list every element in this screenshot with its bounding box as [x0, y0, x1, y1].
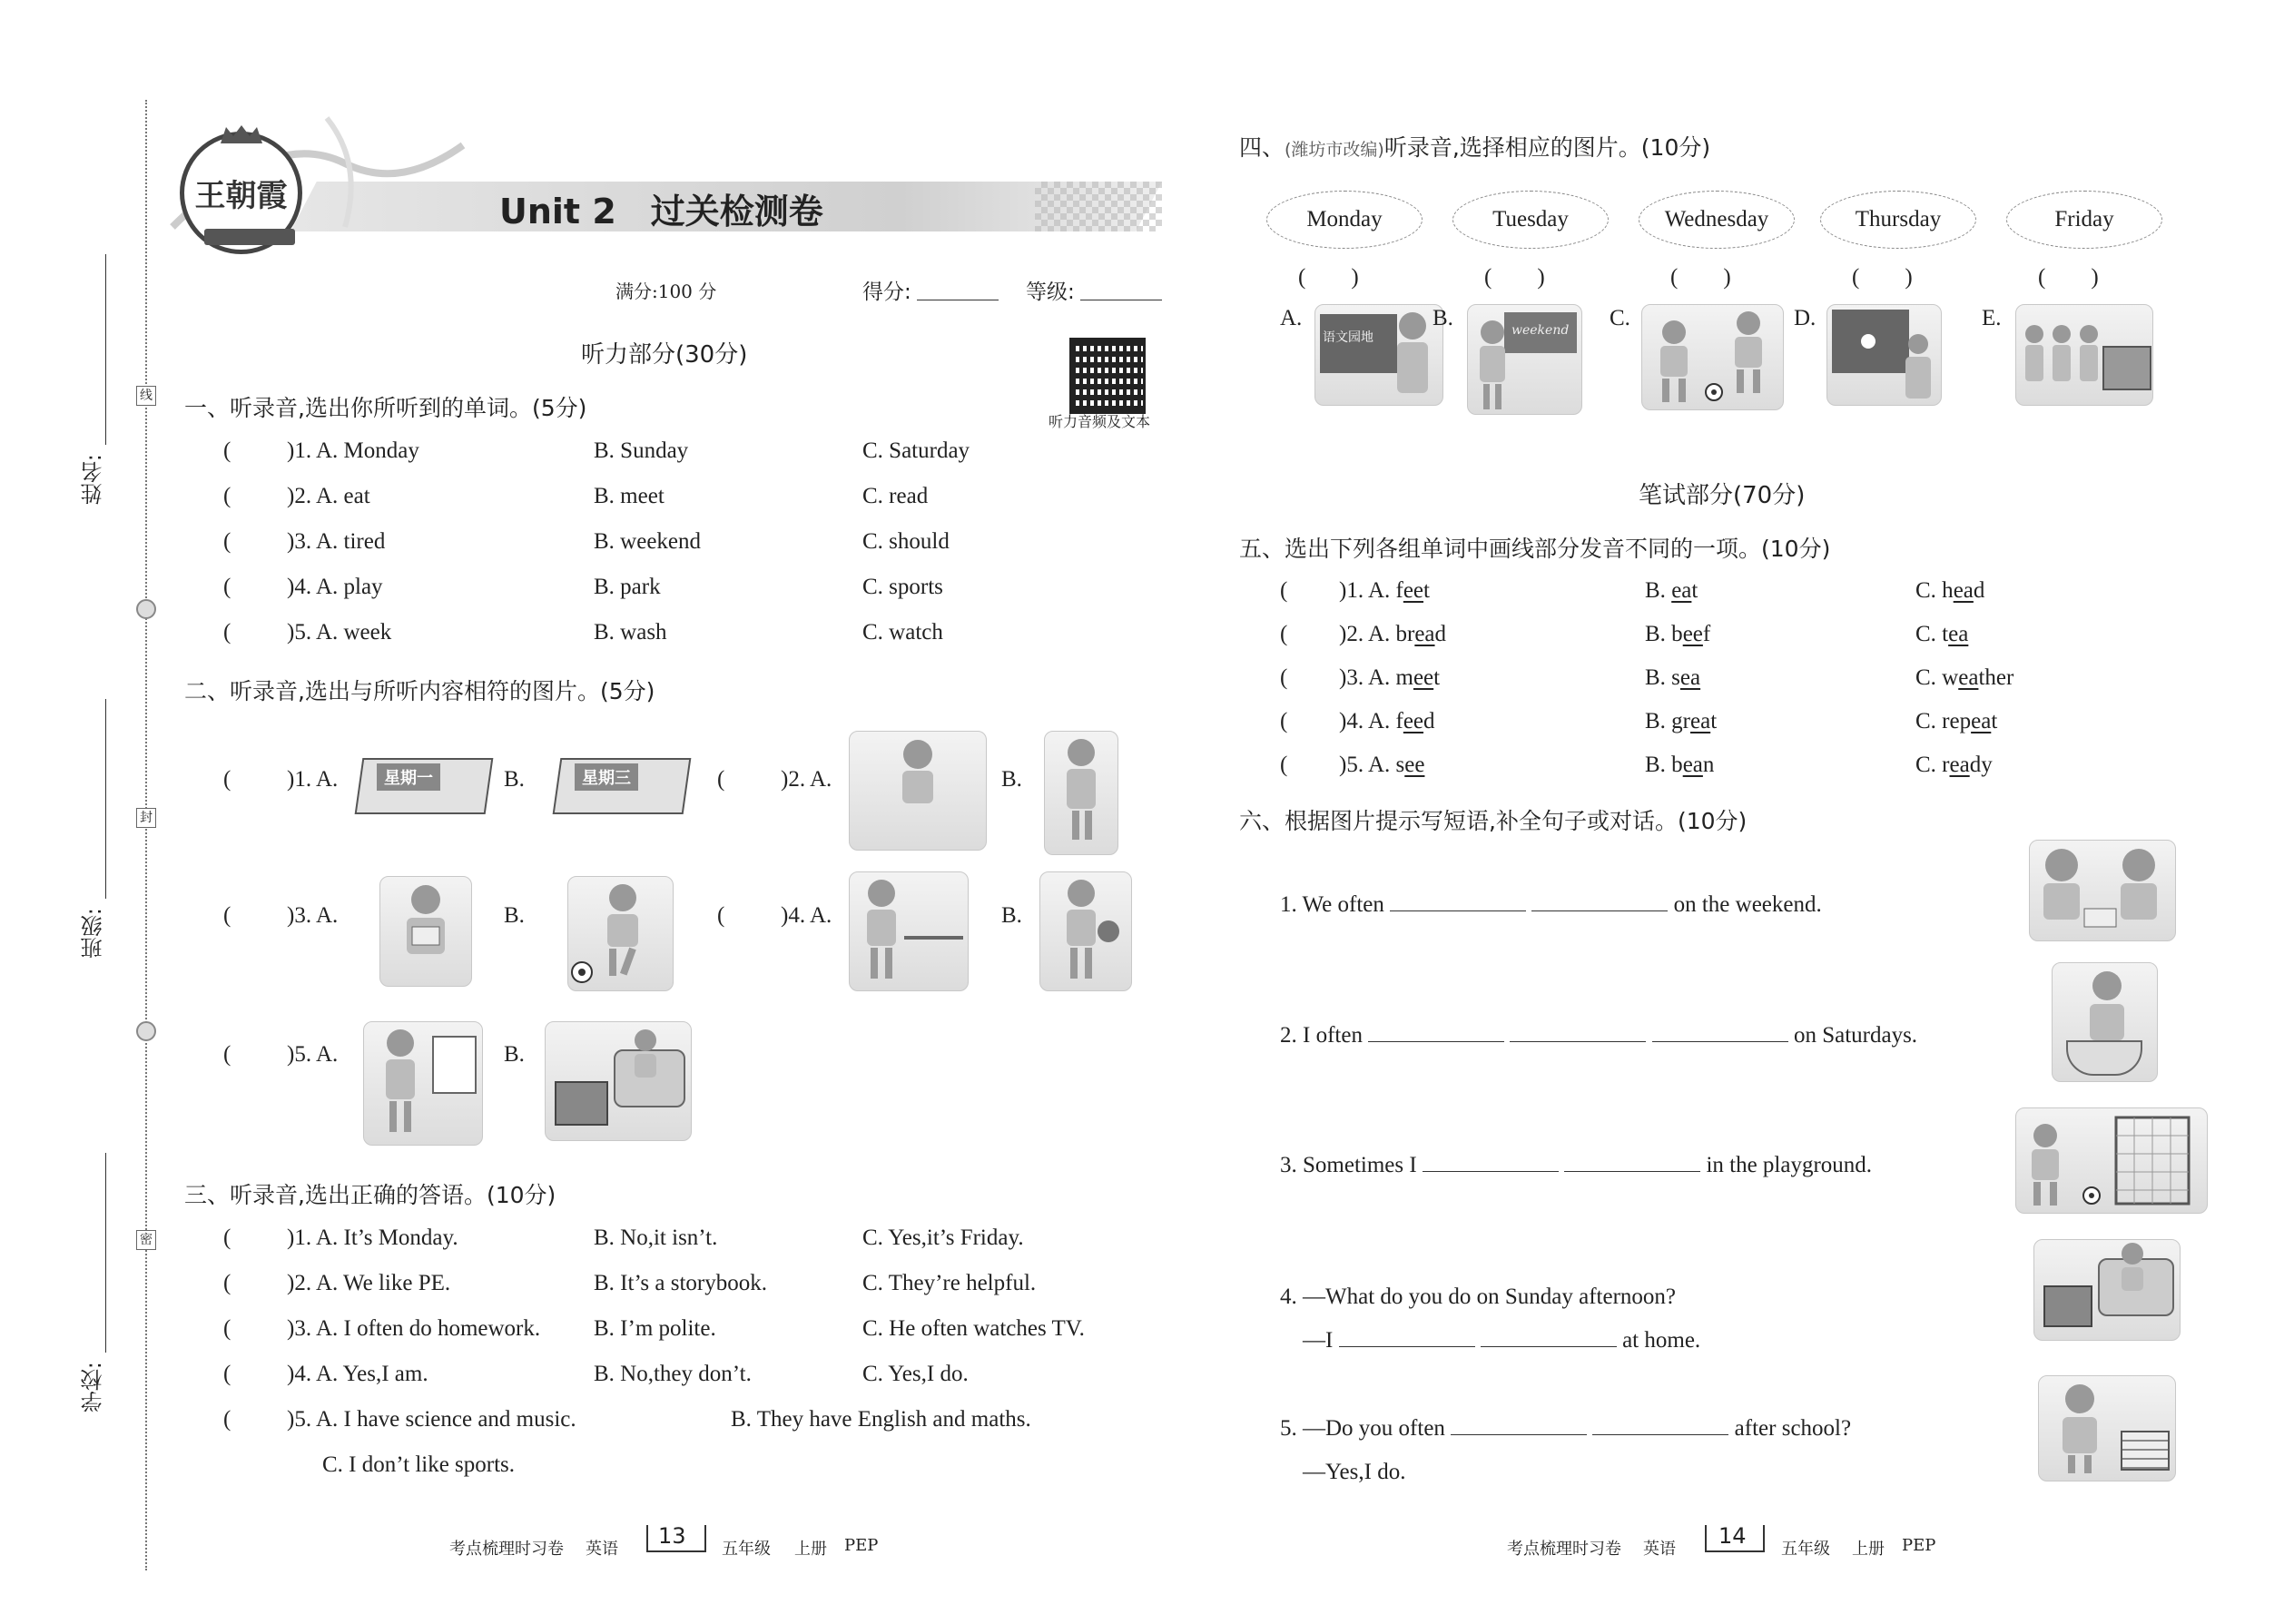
- s2-paren-1[interactable]: (: [223, 767, 231, 792]
- s1-q4-b: B. park: [594, 575, 661, 599]
- science-class-image[interactable]: [1826, 304, 1942, 406]
- s6-sentence-2: [1280, 1023, 1917, 1048]
- girl-washing-image[interactable]: [1044, 731, 1118, 855]
- s3-q5-b: B. They have English and maths.: [731, 1407, 1031, 1432]
- s2-q3-b: B.: [504, 903, 525, 928]
- footer-right-grade: 五年级: [1781, 1540, 1830, 1559]
- s6-s2-pre: 2. I often: [1280, 1023, 1363, 1048]
- s5-q5-a: )5. A. see: [1339, 753, 1425, 777]
- day-oval-monday: Monday: [1266, 191, 1423, 249]
- s2-paren-4[interactable]: (: [717, 903, 725, 928]
- s3-q4-c: C. Yes,I do.: [862, 1362, 969, 1386]
- footer-right-series: 考点梳理时习卷: [1507, 1540, 1621, 1559]
- logo-banner: [204, 229, 295, 245]
- s6-s5-post: after school?: [1734, 1416, 1852, 1441]
- grade-label: 等级:: [1026, 281, 1075, 304]
- s5-paren-1[interactable]: (: [1280, 578, 1288, 603]
- girl-drawing-image[interactable]: [363, 1021, 483, 1146]
- s1-paren-2[interactable]: (: [223, 484, 231, 508]
- s1-paren-3[interactable]: (: [223, 529, 231, 554]
- section1-title: 一、听录音,选出你所听到的单词。(5分): [184, 395, 587, 421]
- s6-s1-blank-2[interactable]: [1531, 892, 1668, 911]
- s6-s3-pre: 3. Sometimes I: [1280, 1153, 1417, 1177]
- s6-s2-blank-1[interactable]: [1368, 1023, 1504, 1042]
- s3-q1-a: )1. A. It’s Monday.: [287, 1225, 458, 1250]
- day-answer-thursday[interactable]: ( ): [1852, 265, 1913, 290]
- s3-paren-4[interactable]: (: [223, 1362, 231, 1386]
- boy-goal-image[interactable]: [2015, 1107, 2208, 1214]
- s5-q2-b: B. beef: [1645, 622, 1711, 646]
- s6-sentence-3: [1280, 1153, 1872, 1178]
- score-label: 得分:: [862, 281, 911, 304]
- s1-q4-a: )4. A. play: [287, 575, 383, 599]
- crown-icon: [219, 123, 264, 145]
- s6-s4-blank-2[interactable]: [1481, 1328, 1617, 1347]
- calendar-wednesday-label: 星期三: [575, 763, 638, 791]
- boy-homework-image[interactable]: [849, 731, 987, 851]
- s2-q5-b: B.: [504, 1042, 525, 1067]
- s1-q2-c: C. read: [862, 484, 929, 508]
- s1-q3-a: )3. A. tired: [287, 529, 386, 554]
- s4-letter-a: A.: [1280, 306, 1303, 330]
- footer-right-edition: PEP: [1902, 1536, 1936, 1555]
- s2-q3-a: )3. A.: [287, 903, 339, 928]
- s5-q2-a: )2. A. bread: [1339, 622, 1447, 646]
- binding-mark-secret: 密: [136, 1230, 156, 1250]
- s5-paren-4[interactable]: (: [1280, 709, 1288, 733]
- s3-q2-a: )2. A. We like PE.: [287, 1271, 451, 1295]
- section4-title: [1239, 130, 1710, 162]
- s5-q3-b: B. sea: [1645, 665, 1701, 690]
- s3-paren-1[interactable]: (: [223, 1225, 231, 1250]
- s1-q2-a: )2. A. eat: [287, 484, 370, 508]
- s3-q5-a: )5. A. I have science and music.: [287, 1407, 576, 1432]
- page-title: Unit 2 过关检测卷: [499, 192, 823, 231]
- day-oval-friday: Friday: [2006, 191, 2162, 249]
- binding-circle-2: [136, 1021, 156, 1041]
- qr-code[interactable]: [1069, 338, 1146, 414]
- s6-s5-pre: 5. —Do you often: [1280, 1416, 1445, 1441]
- s2-q2-a: )2. A.: [781, 767, 832, 792]
- s2-paren-3[interactable]: (: [223, 903, 231, 928]
- teacher-chinese-image[interactable]: [1314, 304, 1443, 406]
- s6-sentence-4: [1303, 1328, 1700, 1353]
- board-weekend-label: weekend: [1511, 323, 1570, 338]
- day-answer-monday[interactable]: ( ): [1298, 265, 1359, 290]
- s6-s4-pre: —I: [1303, 1328, 1334, 1353]
- logo-text: 王朝霞: [194, 178, 288, 214]
- day-answer-tuesday[interactable]: ( ): [1484, 265, 1545, 290]
- s3-q1-b: B. No,it isn’t.: [594, 1225, 718, 1250]
- s3-paren-5[interactable]: (: [223, 1407, 231, 1432]
- footer-left-term: 上册: [794, 1540, 827, 1559]
- s5-q1-c: C. head: [1915, 578, 1985, 603]
- written-title: 笔试部分(70分): [1639, 482, 1806, 509]
- s6-s3-post: in the playground.: [1706, 1153, 1873, 1177]
- section4-source: (潍坊市改编): [1285, 140, 1384, 160]
- s1-paren-4[interactable]: (: [223, 575, 231, 599]
- s3-q2-c: C. They’re helpful.: [862, 1271, 1037, 1295]
- boy-watching-tv-image[interactable]: [2033, 1239, 2181, 1341]
- s5-paren-5[interactable]: (: [1280, 753, 1288, 777]
- music-class-image[interactable]: [2015, 304, 2153, 406]
- section6-title: 六、根据图片提示写短语,补全句子或对话。(10分): [1239, 808, 1748, 834]
- footer-left-grade: 五年级: [722, 1540, 771, 1559]
- s3-q3-c: C. He often watches TV.: [862, 1316, 1085, 1341]
- footer-left-series: 考点梳理时习卷: [449, 1540, 564, 1559]
- s3-q4-a: )4. A. Yes,I am.: [287, 1362, 428, 1386]
- boy-pingpong-image[interactable]: [849, 871, 969, 991]
- s1-q2-b: B. meet: [594, 484, 665, 508]
- s1-q5-c: C. watch: [862, 620, 943, 645]
- boy-football-image[interactable]: [567, 876, 674, 991]
- footer-right-subject: 英语: [1643, 1540, 1676, 1559]
- s6-s3-blank-2[interactable]: [1564, 1153, 1700, 1172]
- s5-paren-3[interactable]: (: [1280, 665, 1288, 690]
- s4-letter-b: B.: [1433, 306, 1453, 330]
- s3-q5-c: C. I don’t like sports.: [322, 1452, 516, 1477]
- footer-left-subject: 英语: [586, 1540, 618, 1559]
- s4-letter-c: C.: [1610, 306, 1630, 330]
- s6-sentence-1: [1280, 892, 1822, 918]
- boy-washing-clothes-image[interactable]: [2052, 962, 2158, 1082]
- boy-reading-image[interactable]: [379, 876, 472, 987]
- girl-weekend-image[interactable]: [1467, 304, 1582, 415]
- name-field-line[interactable]: [105, 254, 106, 445]
- section2-title: 二、听录音,选出与所听内容相符的图片。(5分): [184, 678, 655, 704]
- s3-q4-b: B. No,they don’t.: [594, 1362, 752, 1386]
- s5-q2-c: C. tea: [1915, 622, 1969, 646]
- s1-q3-b: B. weekend: [594, 529, 702, 554]
- listening-title: 听力部分(30分): [581, 341, 748, 369]
- s5-q4-b: B. great: [1645, 709, 1718, 733]
- s6-s2-blank-2[interactable]: [1510, 1023, 1646, 1042]
- s5-q4-a: )4. A. feed: [1339, 709, 1435, 733]
- s5-q5-b: B. bean: [1645, 753, 1715, 777]
- s2-q1-a: )1. A.: [287, 767, 339, 792]
- s2-q1-b: B.: [504, 767, 525, 792]
- s6-s5-blank-1[interactable]: [1451, 1416, 1587, 1435]
- s5-q4-c: C. repeat: [1915, 709, 1998, 733]
- s3-q1-c: C. Yes,it’s Friday.: [862, 1225, 1024, 1250]
- s6-s1-post: on the weekend.: [1673, 892, 1822, 917]
- day-oval-tuesday: Tuesday: [1452, 191, 1609, 249]
- s5-q1-b: B. eat: [1645, 578, 1698, 603]
- s2-q4-a: )4. A.: [781, 903, 832, 928]
- girl-watching-tv-image[interactable]: [545, 1021, 692, 1141]
- s2-paren-5[interactable]: (: [223, 1042, 231, 1067]
- section5-title: 五、选出下列各组单词中画线部分发音不同的一项。(10分): [1239, 536, 1831, 562]
- class-field-line[interactable]: [105, 699, 106, 899]
- footer-right-page-number: 14: [1718, 1523, 1747, 1549]
- name-label: 姓名:: [81, 454, 106, 506]
- s2-q2-b: B.: [1001, 767, 1022, 792]
- boy-basketball-image[interactable]: [1039, 871, 1132, 991]
- calendar-monday-label: 星期一: [377, 763, 440, 791]
- s5-q1-a: )1. A. feet: [1339, 578, 1430, 603]
- binding-mark-line: 线: [136, 386, 156, 406]
- section3-title: 三、听录音,选出正确的答语。(10分): [184, 1182, 556, 1208]
- s6-sentence-5: [1280, 1416, 1851, 1442]
- s4-letter-e: E.: [1982, 306, 2002, 330]
- s1-paren-5[interactable]: (: [223, 620, 231, 645]
- s1-q3-c: C. should: [862, 529, 950, 554]
- title-ribbon-checker: [1035, 182, 1162, 231]
- s5-q3-a: )3. A. meet: [1339, 665, 1441, 690]
- qr-caption: 听力音频及文本: [1049, 413, 1151, 430]
- s4-letter-d: D.: [1794, 306, 1816, 330]
- s1-q5-b: B. wash: [594, 620, 667, 645]
- day-oval-thursday: Thursday: [1820, 191, 1976, 249]
- boys-football-image[interactable]: [1641, 304, 1784, 410]
- calendar-monday-image[interactable]: [359, 749, 486, 814]
- s5-paren-2[interactable]: (: [1280, 622, 1288, 646]
- s3-q3-a: )3. A. I often do homework.: [287, 1316, 541, 1341]
- footer-left-page-number: 13: [658, 1523, 686, 1549]
- s6-answer-5: —Yes,I do.: [1303, 1460, 1406, 1484]
- full-score: 满分:100 分: [615, 281, 717, 302]
- s6-s4-post: at home.: [1622, 1328, 1701, 1353]
- s1-q5-a: )5. A. week: [287, 620, 392, 645]
- school-label: 学校:: [81, 1362, 106, 1413]
- board-chinese-label: 语文园地: [1323, 330, 1373, 345]
- s3-q2-b: B. It’s a storybook.: [594, 1271, 767, 1295]
- day-oval-wednesday: Wednesday: [1639, 191, 1795, 249]
- s1-q4-c: C. sports: [862, 575, 943, 599]
- s6-s3-blank-1[interactable]: [1423, 1153, 1559, 1172]
- day-answer-wednesday[interactable]: ( ): [1670, 265, 1731, 290]
- s2-paren-2[interactable]: (: [717, 767, 725, 792]
- s1-q1-b: B. Sunday: [594, 438, 689, 463]
- calendar-wednesday-image[interactable]: [556, 749, 684, 814]
- school-field-line[interactable]: [105, 1153, 106, 1353]
- binding-circle-1: [136, 599, 156, 619]
- binding-mark-seal: 封: [136, 808, 156, 828]
- s6-question-4: 4. —What do you do on Sunday afternoon?: [1280, 1284, 1677, 1309]
- section4-title-prefix: 四、: [1239, 134, 1285, 161]
- class-label: 班级:: [81, 908, 106, 960]
- s1-q1-a: )1. A. Monday: [287, 438, 419, 463]
- s3-paren-3[interactable]: (: [223, 1316, 231, 1341]
- day-answer-friday[interactable]: ( ): [2038, 265, 2099, 290]
- s3-q3-b: B. I’m polite.: [594, 1316, 716, 1341]
- s6-s5-blank-2[interactable]: [1592, 1416, 1728, 1435]
- s1-q1-c: C. Saturday: [862, 438, 970, 463]
- kids-playing-cards-image[interactable]: [2029, 840, 2176, 941]
- s5-q3-c: C. weather: [1915, 665, 2014, 690]
- binding-dotted-line: [145, 100, 147, 1570]
- girl-reading-books-image[interactable]: [2038, 1375, 2176, 1481]
- footer-right-term: 上册: [1852, 1540, 1885, 1559]
- s5-q5-c: C. ready: [1915, 753, 1993, 777]
- section4-title-rest: 听录音,选择相应的图片。(10分): [1383, 134, 1711, 161]
- s6-s4-blank-1[interactable]: [1339, 1328, 1475, 1347]
- s6-s2-blank-3[interactable]: [1652, 1023, 1788, 1042]
- footer-left-edition: PEP: [844, 1536, 879, 1555]
- s2-q4-b: B.: [1001, 903, 1022, 928]
- s3-paren-2[interactable]: (: [223, 1271, 231, 1295]
- s2-q5-a: )5. A.: [287, 1042, 339, 1067]
- s6-s1-pre: 1. We often: [1280, 892, 1384, 917]
- s6-s1-blank-1[interactable]: [1390, 892, 1526, 911]
- s6-s2-post: on Saturdays.: [1793, 1023, 1918, 1048]
- s1-paren-1[interactable]: (: [223, 438, 231, 463]
